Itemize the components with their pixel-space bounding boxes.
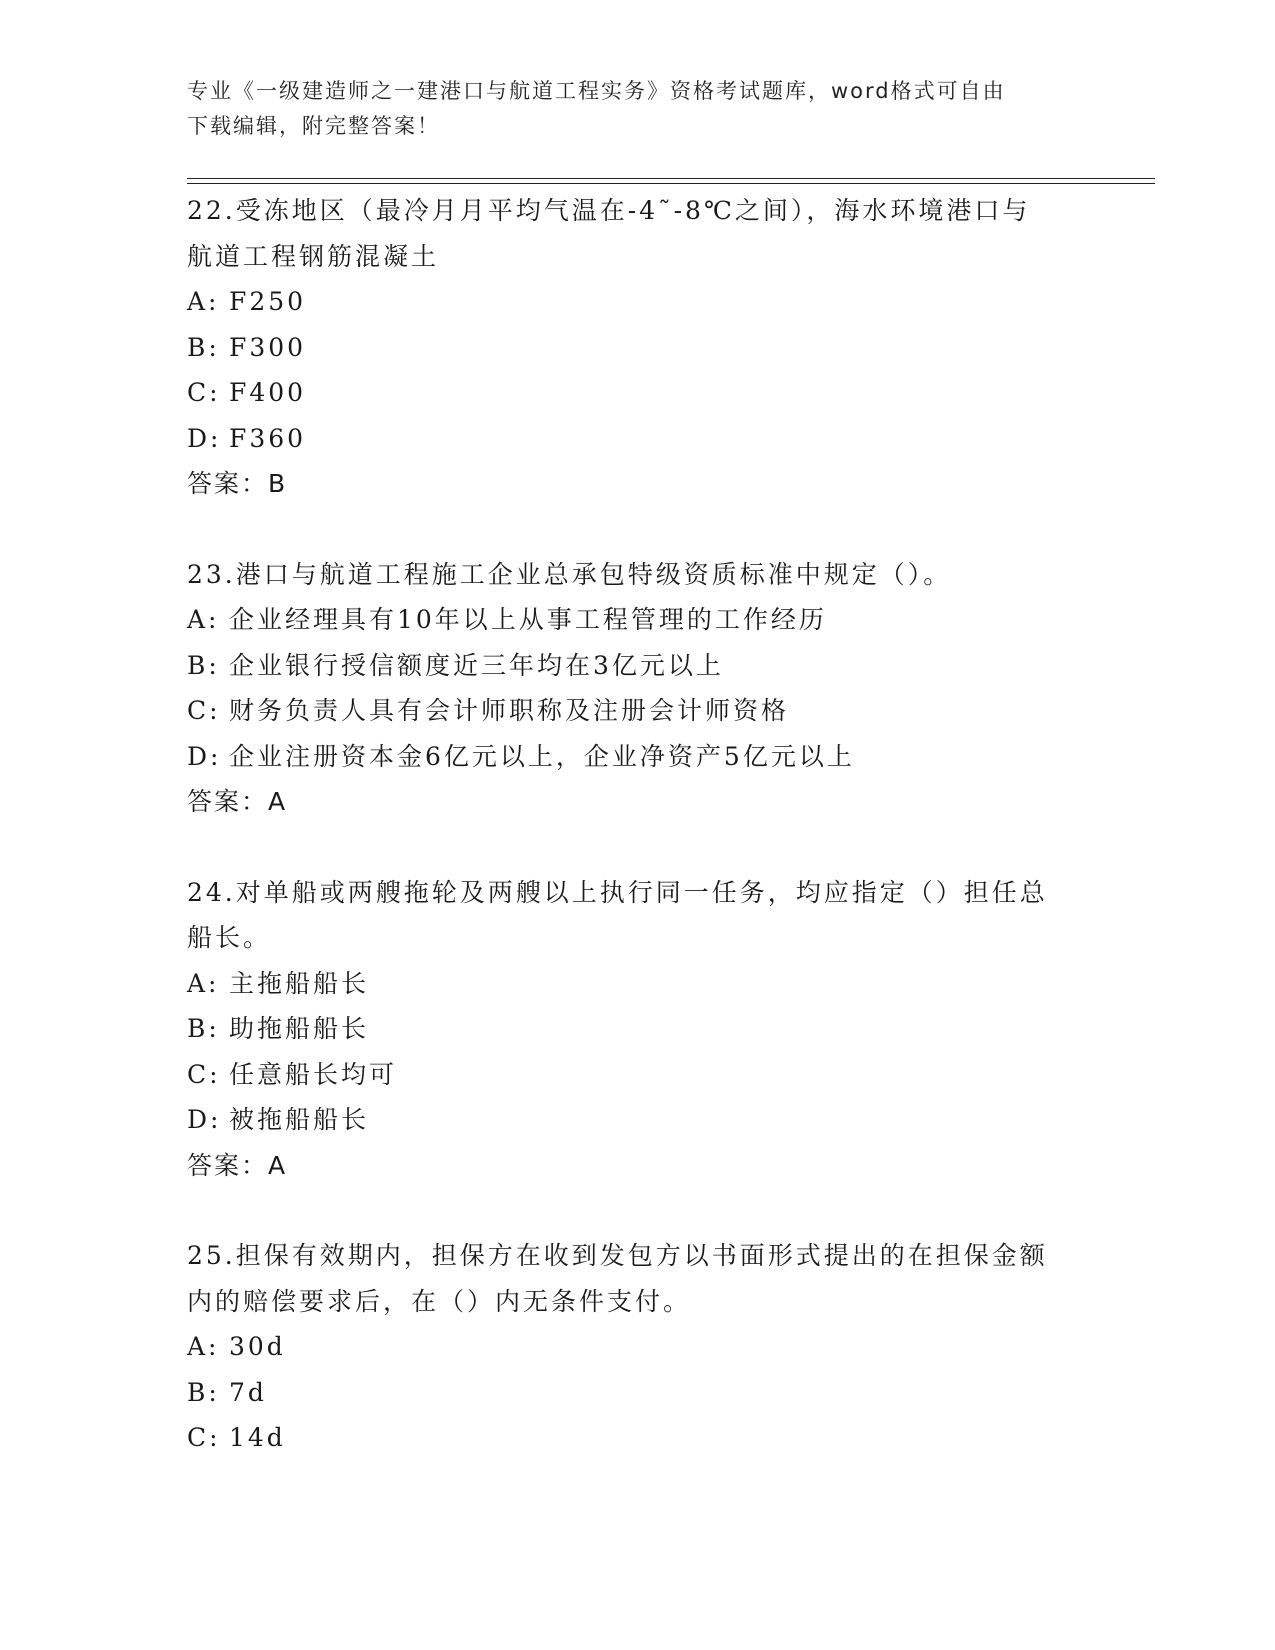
- option-text: 企业注册资本金6亿元以上，企业净资产5亿元以上: [229, 741, 855, 771]
- option-b: [187, 643, 1087, 689]
- option-letter: B:: [187, 1377, 220, 1407]
- option-text: 主拖船船长: [229, 968, 370, 998]
- option-letter: C:: [187, 378, 221, 407]
- option-b: [187, 1006, 1087, 1052]
- answer-line: 答案：B: [187, 469, 288, 498]
- question-stem-line: 25.担保有效期内，担保方在收到发包方以书面形式提出的在担保金额: [187, 1241, 1048, 1270]
- option-text: 30d: [229, 1332, 286, 1361]
- answer-line: 答案：A: [187, 787, 288, 816]
- option-text: 企业银行授信额度近三年均在3亿元以上: [229, 650, 724, 680]
- option-letter: C:: [187, 696, 221, 725]
- option-letter: B:: [187, 332, 220, 362]
- question-stem-line: 船长。: [187, 923, 272, 952]
- option-a: [187, 597, 1087, 643]
- option-letter: C:: [187, 1423, 221, 1452]
- question-stem-line: 航道工程钢筋混凝土: [187, 241, 440, 271]
- option-text: 助拖船船长: [229, 1014, 370, 1043]
- header-line-1: 专业《一级建造师之一建港口与航道工程实务》资格考试题库，word格式可自由: [187, 79, 1006, 103]
- header-divider-top: [187, 178, 1155, 179]
- option-text: 任意船长均可: [229, 1059, 398, 1089]
- header-divider-bottom: [187, 183, 1155, 184]
- option-text: 14d: [229, 1423, 286, 1452]
- option-letter: D:: [187, 423, 222, 453]
- option-text: F300: [229, 332, 307, 362]
- option-b: [187, 1370, 1087, 1416]
- header-line-2: 下载编辑，附完整答案！: [187, 114, 440, 138]
- option-text: 被拖船船长: [229, 1105, 370, 1134]
- option-d: [187, 416, 1087, 462]
- option-letter: A:: [187, 968, 220, 998]
- option-text: F250: [229, 287, 307, 316]
- option-text: 财务负责人具有会计师职称及注册会计师资格: [229, 696, 790, 725]
- option-text: F400: [229, 378, 307, 407]
- option-letter: D:: [187, 1105, 222, 1134]
- option-letter: A:: [187, 605, 220, 634]
- option-text: F360: [229, 423, 307, 453]
- option-letter: A:: [187, 287, 220, 316]
- question-stem-line: 内的赔偿要求后，在（）内无条件支付。: [187, 1286, 692, 1316]
- question-stem-line: 22.受冻地区（最冷月月平均气温在-4˜-8℃之间），海水环境港口与: [187, 196, 1031, 225]
- question-22: [187, 188, 1087, 507]
- question-stem-line: 23.港口与航道工程施工企业总承包特级资质标准中规定（）。: [187, 559, 952, 589]
- option-letter: A:: [187, 1332, 220, 1361]
- option-c: [187, 688, 1087, 734]
- option-letter: C:: [187, 1059, 221, 1089]
- option-letter: B:: [187, 1014, 220, 1043]
- question-23: [187, 552, 1087, 825]
- option-letter: B:: [187, 650, 220, 680]
- option-letter: D:: [187, 741, 222, 771]
- option-b: [187, 325, 1087, 371]
- question-list: [187, 188, 1087, 1506]
- answer-line: 答案：A: [187, 1150, 288, 1180]
- question-24: [187, 870, 1087, 1189]
- option-d: [187, 734, 1087, 780]
- option-a: [187, 279, 1087, 325]
- question-stem-line: 24.对单船或两艘拖轮及两艘以上执行同一任务，均应指定（）担任总: [187, 877, 1048, 907]
- option-text: 7d: [229, 1377, 267, 1407]
- document-header: [187, 74, 1067, 144]
- option-text: 企业经理具有10年以上从事工程管理的工作经历: [229, 605, 827, 634]
- option-c: [187, 370, 1087, 416]
- option-c: [187, 1415, 1087, 1461]
- option-a: [187, 1324, 1087, 1370]
- option-c: [187, 1052, 1087, 1098]
- option-d: [187, 1097, 1087, 1143]
- option-a: [187, 961, 1087, 1007]
- question-25: [187, 1233, 1087, 1461]
